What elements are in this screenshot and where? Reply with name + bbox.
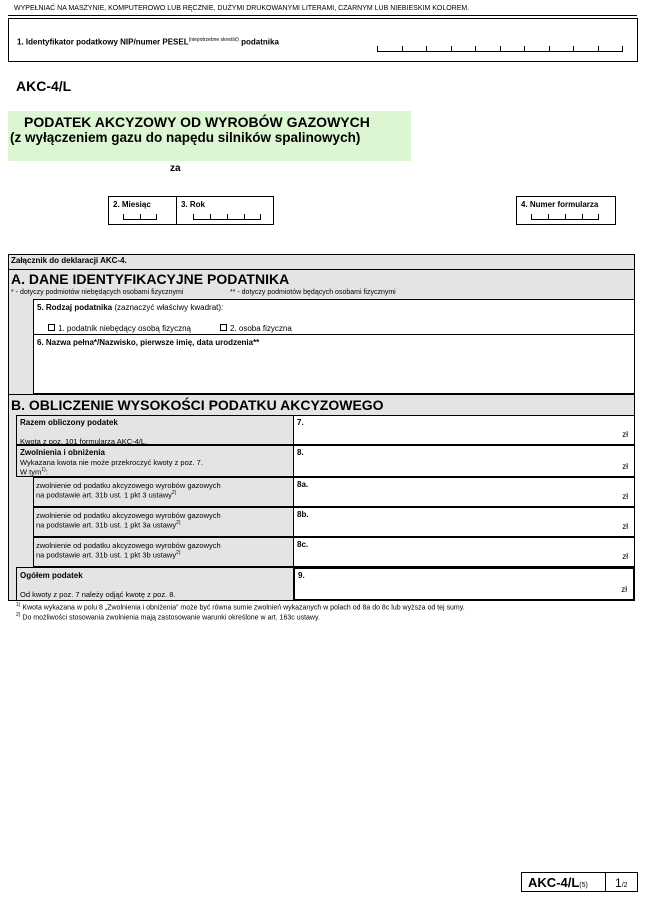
row-8-label-cell: Zwolnienia i obniżenia Wykazana kwota nie może przekroczyć kwoty z poz. 7. W tym$^{1)}$: — [16, 445, 294, 477]
footer-code-box — [521, 872, 606, 892]
page-number-box — [605, 872, 638, 892]
field-8b[interactable]: 8b. zł — [293, 507, 635, 537]
field-8a[interactable]: 8a. zł — [293, 477, 635, 507]
row-8b-label-cell: zwolnienie od podatku akcyzowego wyrobów gazowych na podstawie art. 31b ust. 1 pkt 3a ustawy$^{2)}$ — [33, 507, 294, 537]
nip-tick — [549, 46, 550, 51]
nip-ticks — [377, 45, 623, 52]
title-line1: PODATEK AKCYZOWY OD WYROBÓW GAZOWYCH — [24, 114, 370, 130]
field-6-box[interactable] — [33, 334, 635, 394]
row-9-label-cell: Ogółem podatek Od kwoty z poz. 7 należy odjąć kwotę z poz. 8. — [16, 567, 294, 601]
field-8c[interactable]: 8c. zł — [293, 537, 635, 567]
form-number-field[interactable] — [516, 196, 616, 225]
nip-tick — [377, 46, 378, 51]
field-1-label: 1. Identyfikator podatkowy NIP/numer $PESEL^{(niepotrzebne skreślić)}$ podatnika — [17, 37, 279, 47]
footer-code: AKC-4/L — [528, 875, 580, 890]
field-5-label: 5. Rodzaj podatnika (zaznaczyć właściwy kwadrat): — [37, 303, 224, 312]
section-a-note2: ** - dotyczy podmiotów będących osobami fizycznymi — [230, 289, 396, 296]
nip-tick — [402, 46, 403, 51]
za-label: za — [170, 163, 181, 174]
field-5-box — [33, 299, 635, 335]
title-line2: (z wyłączeniem gazu do napędu silników spalinowych) — [10, 130, 361, 145]
footer-version: (5) — [579, 882, 588, 889]
nip-tick — [598, 46, 599, 51]
nip-tick — [426, 46, 427, 51]
field-1-box[interactable] — [8, 18, 638, 62]
month-ticks — [123, 213, 157, 220]
option-2[interactable]: 2. osoba fizyczna — [220, 324, 292, 333]
year-field[interactable] — [176, 196, 274, 225]
instruction-text: WYPEŁNIAĆ NA MASZYNIE, KOMPUTEROWO LUB RĘCZNIE, DUŻYMI DRUKOWANYMI LITERAMI, CZARNYM LUB NIEBIESKIM KOLOREM. — [14, 5, 470, 12]
footnote-2: $^{2)}$ Do możliwości stosowania zwolnienia mają zastosowanie warunki określone w art. 163c ustawy. — [16, 612, 320, 622]
nip-tick — [451, 46, 452, 51]
section-a-title: A. DANE IDENTYFIKACYJNE PODATNIKA — [11, 271, 290, 287]
form-number-ticks — [531, 213, 599, 220]
row-8a-label-cell: zwolnienie od podatku akcyzowego wyrobów gazowych na podstawie art. 31b ust. 1 pkt 3 ustawy$^{2)}$ — [33, 477, 294, 507]
year-label: 3. Rok — [181, 200, 206, 209]
form-number-label: 4. Numer formularza — [521, 200, 599, 209]
row-7-label-cell: Razem obliczony podatek Kwota z poz. 101 formularza AKC-4/L. — [16, 415, 294, 445]
row-8c-label-cell: zwolnienie od podatku akcyzowego wyrobów gazowych na podstawie art. 31b ust. 1 pkt 3b ustawy$^{2)}$ — [33, 537, 294, 567]
month-field[interactable] — [108, 196, 176, 225]
page-total: /2 — [621, 882, 628, 889]
title-block — [8, 111, 411, 161]
option-1[interactable]: 1. podatnik niebędący osobą fizyczną — [48, 324, 191, 333]
nip-tick — [524, 46, 525, 51]
field-9[interactable]: 9. zł — [293, 567, 635, 601]
top-rule — [8, 15, 637, 16]
checkbox-icon[interactable] — [48, 324, 55, 331]
month-label: 2. Miesiąc — [113, 200, 151, 209]
attachment-note: Załącznik do deklaracji AKC-4. — [11, 256, 127, 265]
field-8[interactable]: 8. zł — [293, 445, 635, 477]
field-7[interactable]: 7. zł — [293, 415, 635, 445]
checkbox-icon[interactable] — [220, 324, 227, 331]
nip-tick — [573, 46, 574, 51]
form-code: AKC-4/L — [16, 78, 72, 94]
year-ticks — [193, 213, 261, 220]
nip-tick — [475, 46, 476, 51]
section-a-note1: * - dotyczy podmiotów niebędących osobami fizycznymi — [11, 289, 184, 296]
footnote-1: $^{1)}$ Kwota wykazana w polu 8 „Zwolnienia i obniżenia” może być równa sumie zwolnień wykazanych w polach od 8a do 8c lub wyższa od tej sumy. — [16, 602, 465, 612]
nip-tick — [622, 46, 623, 51]
field-6-label: 6. Nazwa pełna*/Nazwisko, pierwsze imię, data urodzenia** — [37, 338, 260, 347]
nip-tick — [500, 46, 501, 51]
page-number: 1 — [615, 876, 622, 890]
section-b-title: B. OBLICZENIE WYSOKOŚCI PODATKU AKCYZOWEGO — [11, 397, 384, 413]
